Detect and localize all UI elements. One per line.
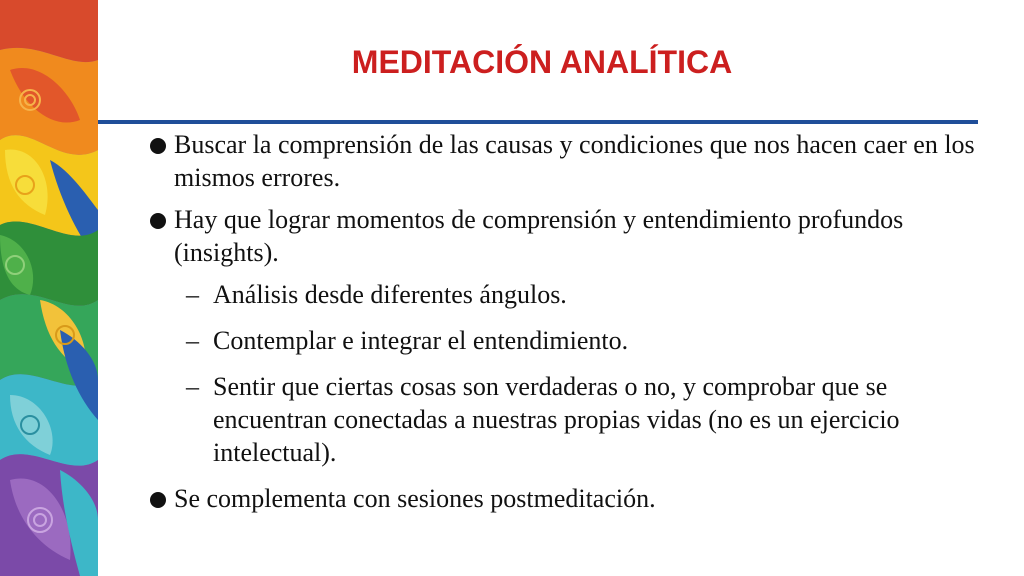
dash-bullet-icon: – [186,280,199,309]
title-divider [98,120,978,124]
bullet-text: Buscar la comprensión de las causas y condiciones que nos hacen caer en los mismos errores. [174,130,975,192]
mandala-decoration [0,0,98,576]
bullet-dot-icon [150,492,166,508]
bullet-text: Se complementa con sesiones postmeditación. [174,484,656,513]
dash-bullet-icon: – [186,372,199,401]
mandala-painting-icon [0,0,98,576]
sub-bullet-item [150,324,1000,357]
sub-bullet-item [150,278,1000,311]
bullet-text: Hay que lograr momentos de comprensión y entendimiento profundos (insights). [174,205,904,267]
dash-bullet-icon: – [186,326,199,355]
slide-content [150,128,1000,524]
slide-title: MEDITACIÓN ANALÍTICA [351,44,733,80]
bullet-item [150,203,1000,269]
bullet-item [150,128,1000,194]
bullet-item [150,482,1000,515]
bullet-dot-icon [150,138,166,154]
bullet-dot-icon [150,213,166,229]
sub-bullet-text: Sentir que ciertas cosas son verdaderas o no, y comprobar que se encuentran conectadas a nuestras propias vidas (no es un ejercicio intelectual). [213,372,900,467]
sub-bullet-text: Contemplar e integrar el entendimiento. [213,326,629,355]
sub-bullet-text: Análisis desde diferentes ángulos. [213,280,567,309]
sub-bullet-item [150,370,1000,469]
